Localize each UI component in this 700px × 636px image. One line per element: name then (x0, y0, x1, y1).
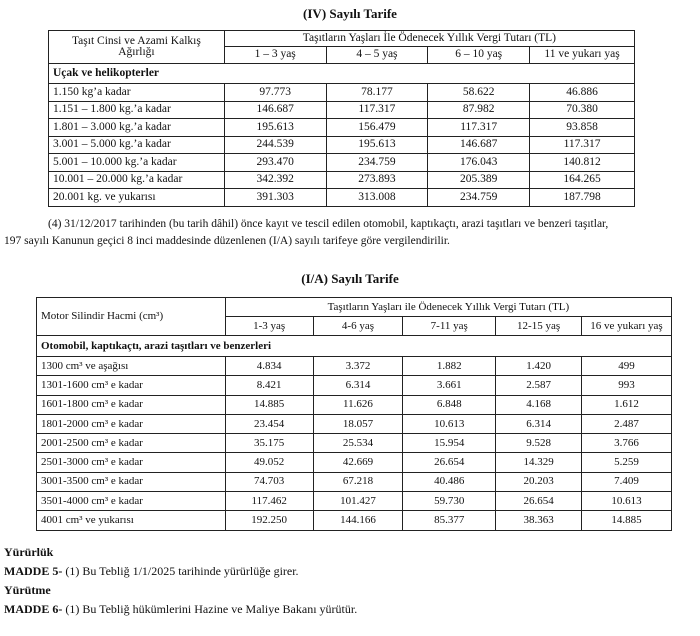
article-6-text: (1) Bu Tebliğ hükümlerini Hazine ve Maliye Bakanı yürütür. (62, 602, 358, 616)
table-row (37, 376, 672, 395)
row-label: 1301-1600 cm³ e kadar (37, 376, 226, 395)
article-5-text: (1) Bu Tebliğ 1/1/2025 tarihinde yürürlüğe girer. (62, 564, 299, 578)
table1-title: (IV) Sayılı Tarife (303, 6, 397, 21)
paragraph-line-2: 197 sayılı Kanunun geçici 8 inci maddesinde düzenlenen (I/A) sayılı tarifeye göre vergilendirilir. (4, 235, 450, 247)
article-6-label: MADDE 6- (4, 602, 63, 616)
cell: 1.612 (582, 395, 672, 414)
cell: 3.766 (582, 434, 672, 453)
row-label: 5.001 – 10.000 kg.’a kadar (49, 154, 225, 172)
cell: 2.487 (582, 414, 672, 433)
cell: 993 (582, 376, 672, 395)
row-label: 1.150 kg’a kadar (49, 84, 225, 102)
cell: 5.259 (582, 453, 672, 472)
col0-header: Motor Silindir Hacmi (cm³) (37, 298, 226, 336)
cell: 20.203 (496, 472, 582, 491)
row-label: 1801-2000 cm³ e kadar (37, 414, 226, 433)
cell: 273.893 (326, 171, 428, 189)
transition-paragraph (4, 216, 694, 250)
table-row (37, 395, 672, 414)
cell: 9.528 (496, 434, 582, 453)
cell: 146.687 (224, 101, 326, 119)
cell: 23.454 (225, 414, 313, 433)
cell: 195.613 (326, 136, 428, 154)
cell: 4.834 (225, 357, 313, 376)
cell: 38.363 (496, 511, 582, 530)
cell: 42.669 (313, 453, 403, 472)
table-row (37, 511, 672, 530)
heading-yururluk: Yürürlük (4, 545, 54, 559)
section-header: Uçak ve helikopterler (49, 64, 635, 84)
aircraft-tax-table (48, 30, 635, 207)
col0-header (49, 31, 225, 64)
cell: 14.329 (496, 453, 582, 472)
row-label: 3001-3500 cm³ e kadar (37, 472, 226, 491)
cell: 234.759 (326, 154, 428, 172)
age-header: 7-11 yaş (403, 317, 496, 336)
age-header: 11 ve yukarı yaş (530, 47, 635, 64)
cell: 156.479 (326, 119, 428, 137)
cell: 1.420 (496, 357, 582, 376)
cell: 205.389 (428, 171, 530, 189)
cell: 195.613 (224, 119, 326, 137)
age-header: 4 – 5 yaş (326, 47, 428, 64)
car-tax-table (36, 297, 672, 531)
table-row (49, 154, 635, 172)
row-label: 3501-4000 cm³ e kadar (37, 492, 226, 511)
cell: 117.317 (326, 101, 428, 119)
cell: 293.470 (224, 154, 326, 172)
cell: 1.882 (403, 357, 496, 376)
table-row (49, 189, 635, 207)
cell: 10.613 (403, 414, 496, 433)
cell: 164.265 (530, 171, 635, 189)
age-header: 1 – 3 yaş (224, 47, 326, 64)
cell: 78.177 (326, 84, 428, 102)
cell: 117.317 (428, 119, 530, 137)
cell: 101.427 (313, 492, 403, 511)
row-label: 20.001 kg. ve yukarısı (49, 189, 225, 207)
table-row (49, 84, 635, 102)
cell: 3.372 (313, 357, 403, 376)
age-header: 4-6 yaş (313, 317, 403, 336)
cell: 2.587 (496, 376, 582, 395)
table-row (49, 171, 635, 189)
cell: 4.168 (496, 395, 582, 414)
cell: 10.613 (582, 492, 672, 511)
cell: 11.626 (313, 395, 403, 414)
cell: 313.008 (326, 189, 428, 207)
row-label: 1.801 – 3.000 kg.’a kadar (49, 119, 225, 137)
cell: 87.982 (428, 101, 530, 119)
table-row (49, 119, 635, 137)
cell: 144.166 (313, 511, 403, 530)
table-row (37, 492, 672, 511)
cell: 97.773 (224, 84, 326, 102)
cell: 49.052 (225, 453, 313, 472)
age-header: 1-3 yaş (225, 317, 313, 336)
row-label: 4001 cm³ ve yukarısı (37, 511, 226, 530)
table-row (37, 414, 672, 433)
cell: 146.687 (428, 136, 530, 154)
row-label: 2501-3000 cm³ e kadar (37, 453, 226, 472)
cell: 35.175 (225, 434, 313, 453)
cell: 26.654 (403, 453, 496, 472)
cell: 6.314 (496, 414, 582, 433)
age-header: 12-15 yaş (496, 317, 582, 336)
cell: 499 (582, 357, 672, 376)
cell: 18.057 (313, 414, 403, 433)
cell: 7.409 (582, 472, 672, 491)
group-header: Taşıtların Yaşları İle Ödenecek Yıllık Vergi Tutarı (TL) (224, 31, 634, 47)
section-header: Otomobil, kaptıkaçtı, arazi taşıtları ve benzerleri (37, 336, 672, 357)
cell: 234.759 (428, 189, 530, 207)
article-6 (4, 602, 357, 617)
cell: 8.421 (225, 376, 313, 395)
cell: 59.730 (403, 492, 496, 511)
cell: 25.534 (313, 434, 403, 453)
article-5 (4, 564, 299, 579)
cell: 192.250 (225, 511, 313, 530)
cell: 117.317 (530, 136, 635, 154)
cell: 26.654 (496, 492, 582, 511)
row-label: 3.001 – 5.000 kg.’a kadar (49, 136, 225, 154)
cell: 74.703 (225, 472, 313, 491)
cell: 67.218 (313, 472, 403, 491)
table-row (37, 357, 672, 376)
cell: 140.812 (530, 154, 635, 172)
cell: 176.043 (428, 154, 530, 172)
cell: 15.954 (403, 434, 496, 453)
age-header: 6 – 10 yaş (428, 47, 530, 64)
col0-header-line2: Ağırlığı (118, 46, 155, 58)
row-label: 2001-2500 cm³ e kadar (37, 434, 226, 453)
cell: 40.486 (403, 472, 496, 491)
age-header: 16 ve yukarı yaş (582, 317, 672, 336)
cell: 6.848 (403, 395, 496, 414)
cell: 6.314 (313, 376, 403, 395)
cell: 70.380 (530, 101, 635, 119)
paragraph-line-1: (4) 31/12/2017 tarihinden (bu tarih dâhil) önce kayıt ve tescil edilen otomobil, kaptıkaçtı, arazi taşıtları ve benzeri taşıtlar, (48, 218, 609, 230)
cell: 342.392 (224, 171, 326, 189)
cell: 14.885 (225, 395, 313, 414)
col0-header-line1: Taşıt Cinsi ve Azami Kalkış (71, 34, 201, 47)
cell: 187.798 (530, 189, 635, 207)
cell: 93.858 (530, 119, 635, 137)
cell: 244.539 (224, 136, 326, 154)
heading-yurutme: Yürütme (4, 583, 51, 597)
cell: 3.661 (403, 376, 496, 395)
cell: 14.885 (582, 511, 672, 530)
cell: 46.886 (530, 84, 635, 102)
table-row (49, 101, 635, 119)
table-row (37, 472, 672, 491)
table-row (37, 434, 672, 453)
article-5-label: MADDE 5- (4, 564, 63, 578)
row-label: 1300 cm³ ve aşağısı (37, 357, 226, 376)
table-row (37, 453, 672, 472)
cell: 117.462 (225, 492, 313, 511)
table2-title: (I/A) Sayılı Tarife (301, 271, 399, 286)
cell: 58.622 (428, 84, 530, 102)
row-label: 1.151 – 1.800 kg.’a kadar (49, 101, 225, 119)
table-row (49, 136, 635, 154)
group-header: Taşıtların Yaşları ile Ödenecek Yıllık Vergi Tutarı (TL) (225, 298, 671, 317)
cell: 391.303 (224, 189, 326, 207)
row-label: 1601-1800 cm³ e kadar (37, 395, 226, 414)
cell: 85.377 (403, 511, 496, 530)
row-label: 10.001 – 20.000 kg.’a kadar (49, 171, 225, 189)
